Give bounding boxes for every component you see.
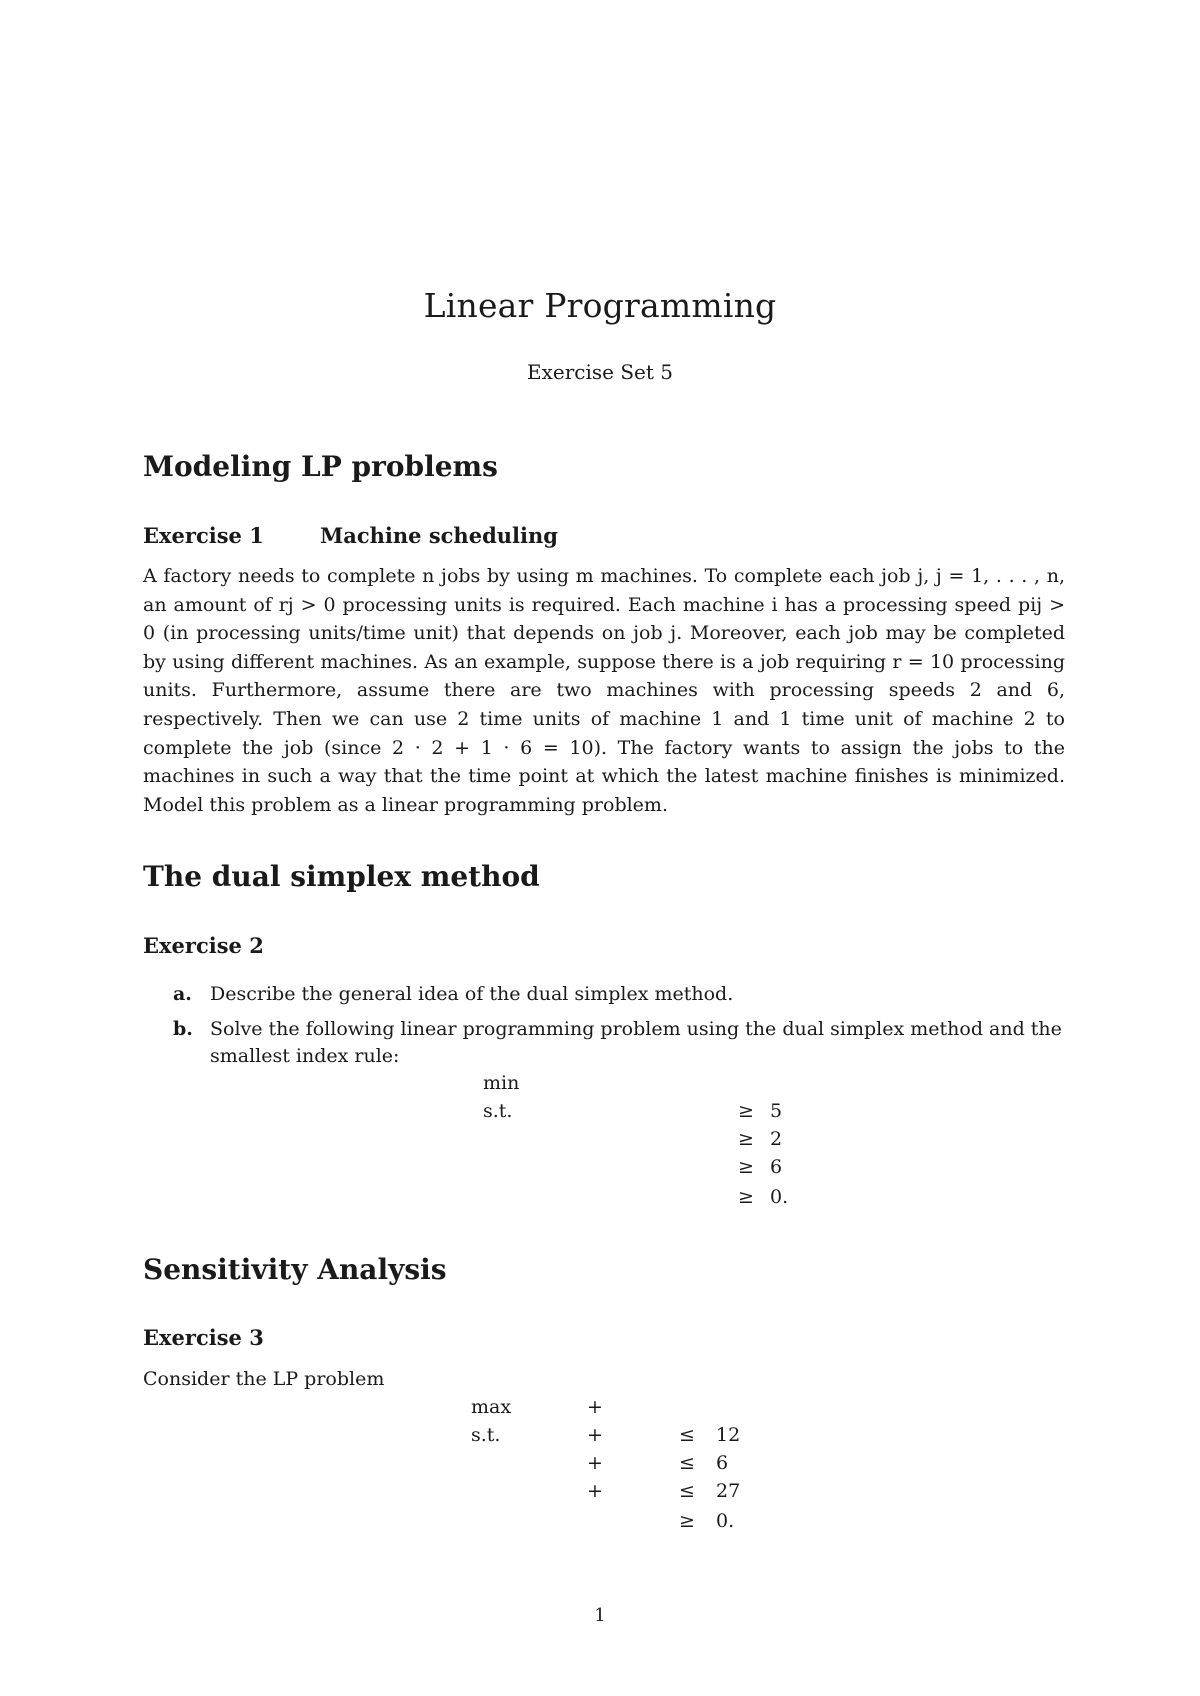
lp-rhs: 6 xyxy=(716,1452,729,1474)
page-title: Linear Programming xyxy=(423,286,777,325)
page-subtitle: Exercise Set 5 xyxy=(527,360,673,384)
exercise-2-item-b xyxy=(173,1015,1062,1044)
lp-rhs: 27 xyxy=(716,1480,741,1502)
lp-relation: ≥ xyxy=(738,1128,754,1150)
lp-constraint-keyword: s.t. xyxy=(471,1424,501,1446)
lp-relation: ≥ xyxy=(679,1510,695,1532)
exercise-3-label: Exercise 3 xyxy=(143,1325,264,1350)
lp-relation: ≤ xyxy=(679,1424,695,1446)
lp-rhs: 12 xyxy=(716,1424,741,1446)
lp-operator: + xyxy=(587,1480,603,1502)
lp-objective-keyword: min xyxy=(483,1072,520,1094)
item-marker: b. xyxy=(173,1018,193,1040)
lp-rhs: 2 xyxy=(770,1128,783,1150)
lp-rhs: 5 xyxy=(770,1100,783,1122)
lp-relation: ≥ xyxy=(738,1186,754,1208)
exercise-2-item-a xyxy=(173,980,733,1009)
exercise-2-item-b-continued: smallest index rule: xyxy=(210,1045,400,1067)
lp-rhs: 0. xyxy=(770,1186,789,1208)
section-heading-sensitivity: Sensitivity Analysis xyxy=(143,1253,447,1286)
exercise-1-name: Machine scheduling xyxy=(320,523,558,548)
item-marker: a. xyxy=(173,983,192,1005)
lp-rhs: 6 xyxy=(770,1156,783,1178)
lp-relation: ≥ xyxy=(738,1100,754,1122)
lp-operator: + xyxy=(587,1396,603,1418)
exercise-1-label: Exercise 1 xyxy=(143,523,264,548)
item-text: Solve the following linear programming problem using the dual simplex method and the xyxy=(210,1018,1062,1040)
lp-relation: ≥ xyxy=(738,1156,754,1178)
lp-operator: + xyxy=(587,1424,603,1446)
lp-relation: ≤ xyxy=(679,1480,695,1502)
lp-objective-keyword: max xyxy=(471,1396,512,1418)
lp-operator: + xyxy=(587,1452,603,1474)
lp-relation: ≤ xyxy=(679,1452,695,1474)
exercise-3-intro: Consider the LP problem xyxy=(143,1368,385,1390)
page-number: 1 xyxy=(594,1605,606,1626)
section-heading-dual-simplex: The dual simplex method xyxy=(143,860,540,893)
item-text: Describe the general idea of the dual simplex method. xyxy=(210,983,734,1005)
lp-constraint-keyword: s.t. xyxy=(483,1100,513,1122)
exercise-1-paragraph: A factory needs to complete n jobs by using m machines. To complete each job j, j = 1, . . . , n, an amount of rj > 0 processing units is required. Each machine i has a processing speed pij > 0 (in processing units/time unit) that depends on job j. Moreover, each job may be completed by using different machines. As an example, suppose there is a job requiring r = 10 processing units. Furthermore, assume there are two machines with processing speeds 2 and 6, respectively. Then we can use 2 time units of machine 1 and 1 time unit of machine 2 to complete the job (since 2 · 2 + 1 · 6 = 10). The factory wants to assign the jobs to the machines in such a way that the time point at which the latest machine finishes is minimized. Model this problem as a linear programming problem. xyxy=(143,565,1065,816)
exercise-1-text xyxy=(143,562,1065,819)
section-heading-modeling: Modeling LP problems xyxy=(143,450,498,483)
lp-rhs: 0. xyxy=(716,1510,735,1532)
exercise-2-label: Exercise 2 xyxy=(143,933,264,958)
